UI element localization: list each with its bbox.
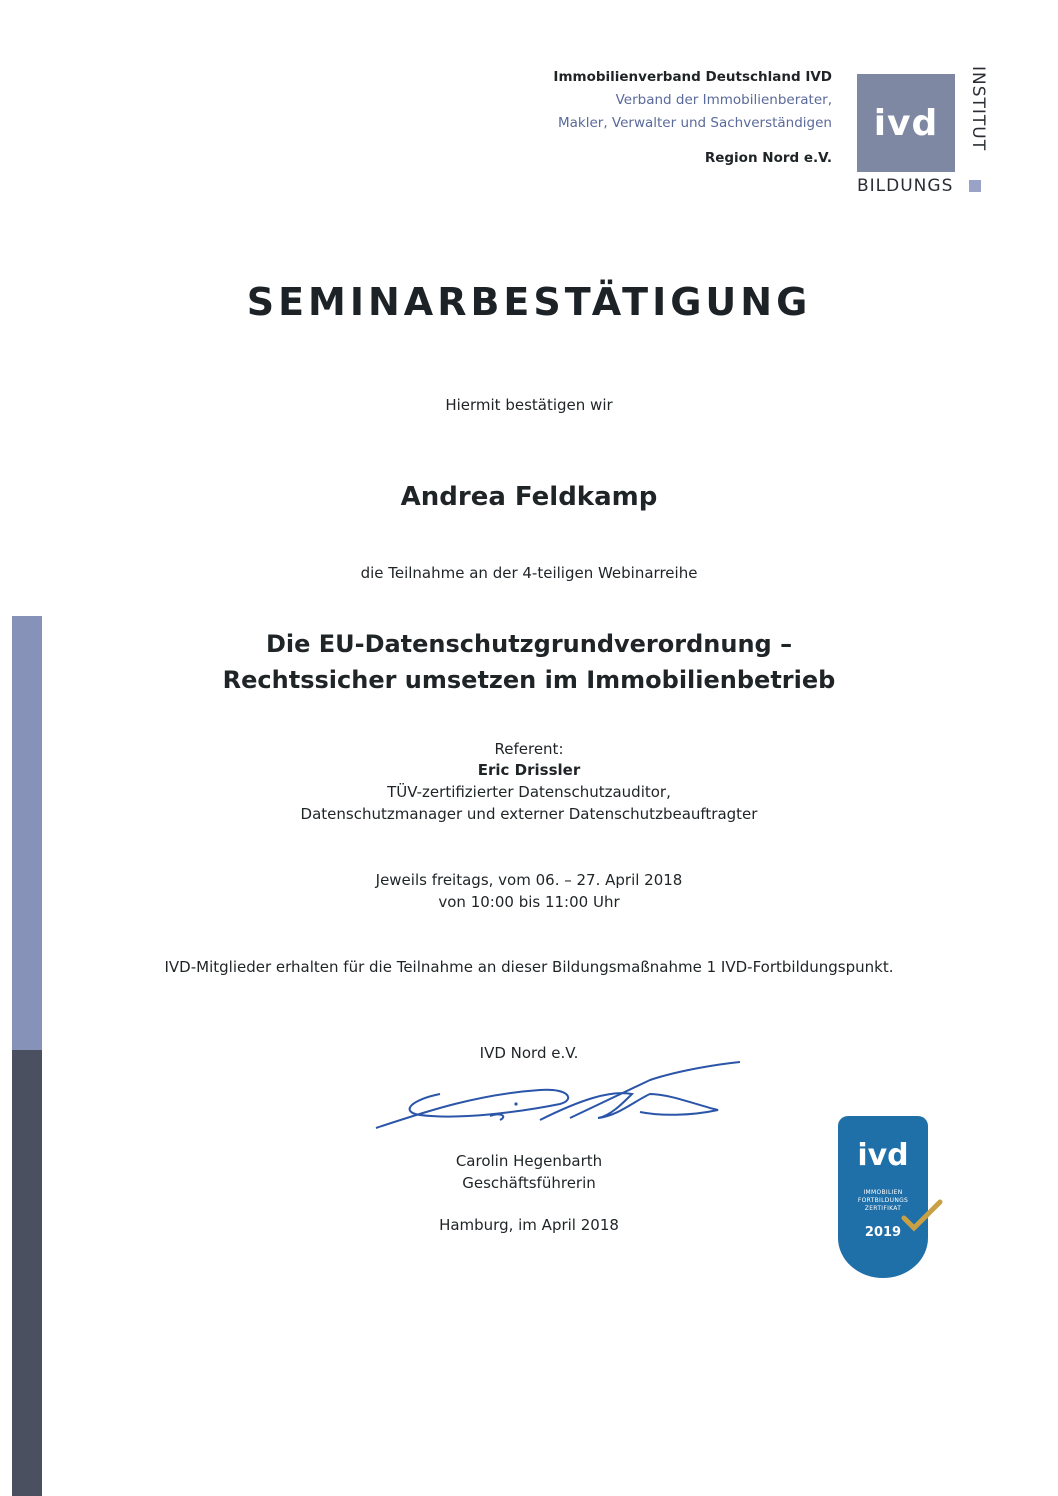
seminar-title-line-1: Die EU-Datenschutzgrundverordnung –: [265, 630, 793, 658]
side-bar-dark: [12, 1050, 42, 1496]
seminar-title-line-2: Rechtssicher umsetzen im Immobilienbetrieb: [222, 666, 836, 694]
ivd-logo: ivd: [857, 74, 955, 172]
logo-word-bildungs: BILDUNGS: [857, 176, 954, 196]
points-note: IVD-Mitglieder erhalten für die Teilnahme an dieser Bildungsmaßnahme 1 IVD-Fortbildungspunkt.: [164, 958, 894, 976]
issuer: IVD Nord e.V.: [479, 1044, 579, 1062]
document-title: SEMINARBESTÄTIGUNG: [246, 280, 812, 324]
referent-name: Eric Drissler: [477, 761, 581, 779]
referent-label: Referent:: [494, 740, 564, 758]
badge-year: 2019: [864, 1225, 902, 1240]
signer-role: Geschäftsführerin: [462, 1174, 596, 1192]
intro-text: Hiermit bestätigen wir: [445, 396, 613, 414]
badge-logo: ivd: [857, 1138, 909, 1173]
logo-word-institut: INSTITUT: [968, 66, 988, 152]
org-subtitle-2: Makler, Verwalter und Sachverständigen: [557, 115, 832, 131]
badge-line-1: IMMOBILIEN: [863, 1189, 903, 1196]
place-date: Hamburg, im April 2018: [439, 1216, 619, 1234]
org-name: Immobilienverband Deutschland IVD: [553, 69, 832, 85]
logo-square: [969, 180, 981, 192]
participation-text: die Teilnahme an der 4-teiligen Webinarreihe: [360, 564, 698, 582]
signature: [370, 1060, 750, 1140]
org-region: Region Nord e.V.: [704, 150, 832, 166]
side-bar-light: [12, 616, 42, 1050]
participant-name: Andrea Feldkamp: [400, 482, 658, 512]
badge-line-2: FORTBILDUNGS: [857, 1197, 909, 1204]
checkmark-icon: [900, 1196, 944, 1236]
referent-title-2: Datenschutzmanager und externer Datenschutzbeauftragter: [300, 805, 758, 823]
referent-title-1: TÜV-zertifizierter Datenschutzauditor,: [387, 783, 671, 801]
dates-line-2: von 10:00 bis 11:00 Uhr: [438, 893, 620, 911]
dates-line-1: Jeweils freitags, vom 06. – 27. April 2018: [375, 871, 683, 889]
badge-line-3: ZERTIFIKAT: [864, 1205, 902, 1212]
org-subtitle-1: Verband der Immobilienberater,: [615, 92, 832, 108]
org-header: [553, 66, 832, 170]
signer-name: Carolin Hegenbarth: [455, 1152, 603, 1170]
